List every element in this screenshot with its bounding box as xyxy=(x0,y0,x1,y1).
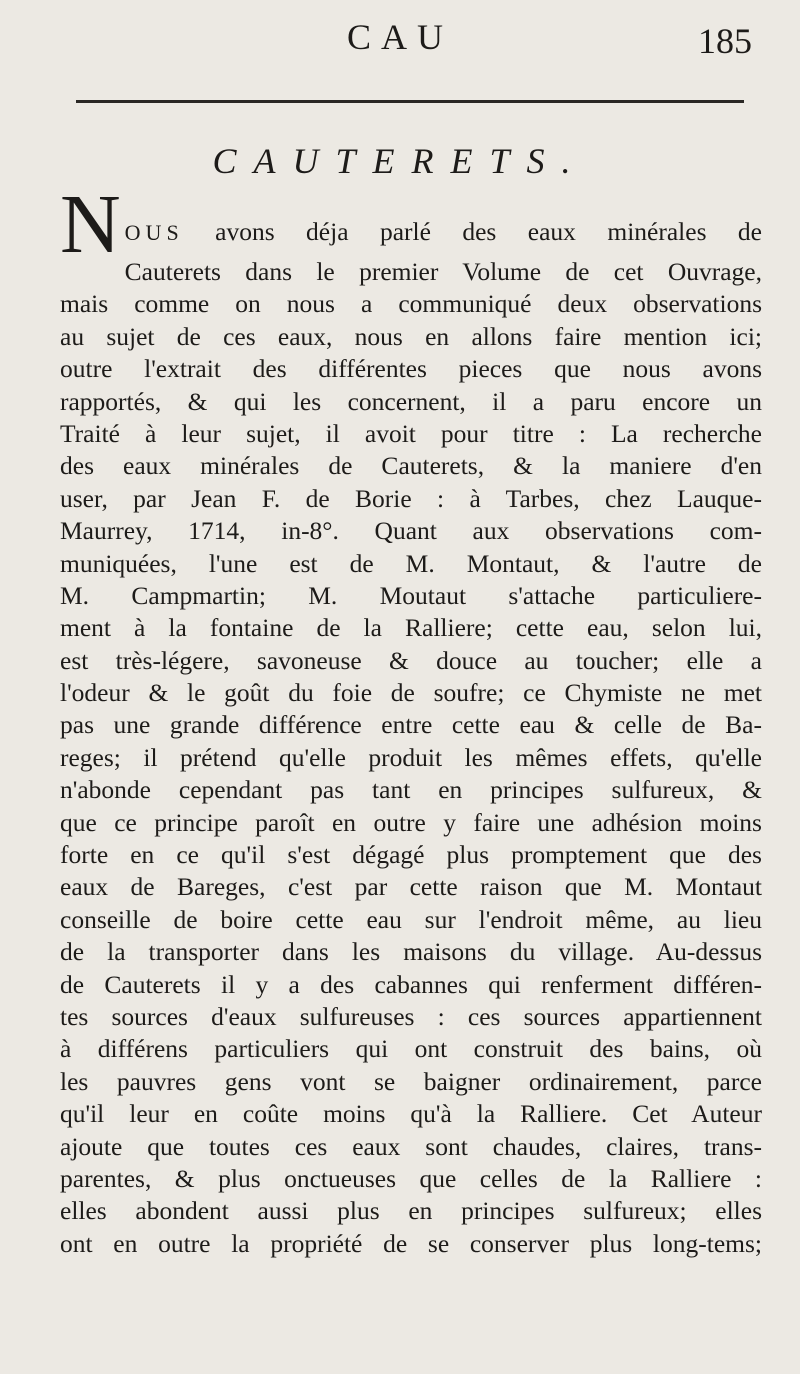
body-text xyxy=(60,178,762,1260)
text-line: Cauterets dans le premier Volume de cet Ouvrage, xyxy=(124,257,762,286)
running-head xyxy=(0,14,800,62)
text-line: est très-légere, savoneuse & douce au toucher; elle a xyxy=(60,645,762,675)
text-line: Maurrey, 1714, in-8°. Quant aux observations com- xyxy=(60,516,762,546)
text-line: au sujet de ces eaux, nous en allons faire mention ici; xyxy=(60,321,762,351)
text-line: de Cauterets il y a des cabannes qui renferment différen- xyxy=(60,969,762,999)
header-rule xyxy=(76,100,744,103)
text-line: reges; il prétend qu'elle produit les mêmes effets, qu'elle xyxy=(60,742,762,772)
opening-smallcaps: OUS xyxy=(124,220,184,245)
text-line: muniquées, l'une est de M. Montaut, & l'autre de xyxy=(60,548,762,578)
text-line: M. Campmartin; M. Moutaut s'attache particuliere- xyxy=(60,580,762,610)
text-line: eaux de Bareges, c'est par cette raison que M. Montaut xyxy=(60,872,762,902)
text-line: Traité à leur sujet, il avoit pour titre : La recherche xyxy=(60,418,762,448)
text-line: forte en ce qu'il s'est dégagé plus promptement que des xyxy=(60,840,762,870)
text-line: user, par Jean F. de Borie : à Tarbes, chez Lauque- xyxy=(60,483,762,513)
text-line xyxy=(60,178,762,271)
text-line: ajoute que toutes ces eaux sont chaudes, claires, trans- xyxy=(60,1131,762,1161)
text-line: qu'il leur en coûte moins qu'à la Ralliere. Cet Auteur xyxy=(60,1099,762,1129)
text-line: ment à la fontaine de la Ralliere; cette eau, selon lui, xyxy=(60,613,762,643)
text-line: ont en outre la propriété de se conserver plus long-tems; xyxy=(60,1228,762,1258)
text-line: que ce principe paroît en outre y faire une adhésion moins xyxy=(60,807,762,837)
drop-cap: N xyxy=(60,178,121,271)
text-line: outre l'extrait des différentes pieces que nous avons xyxy=(60,354,762,384)
text-line: des eaux minérales de Cauterets, & la maniere d'en xyxy=(60,451,762,481)
running-head-word: CAU xyxy=(346,17,453,57)
text-line: elles abondent aussi plus en principes sulfureux; elles xyxy=(60,1196,762,1226)
text-line: rapportés, & qui les concernent, il a paru encore un xyxy=(60,386,762,416)
text-line: n'abonde cependant pas tant en principes sulfureux, & xyxy=(60,775,762,805)
section-title: CAUTERETS. xyxy=(212,141,588,181)
text-line: parentes, & plus onctueuses que celles de la Ralliere : xyxy=(60,1163,762,1193)
text-line-content: avons déja parlé des eaux minérales de xyxy=(183,217,762,246)
text-line: de la transporter dans les maisons du village. Au-dessus xyxy=(60,937,762,967)
page-number: 185 xyxy=(698,21,752,61)
text-line: les pauvres gens vont se baigner ordinairement, parce xyxy=(60,1066,762,1096)
text-line: l'odeur & le goût du foie de soufre; ce Chymiste ne met xyxy=(60,678,762,708)
text-line: pas une grande différence entre cette eau & celle de Ba- xyxy=(60,710,762,740)
text-line: tes sources d'eaux sulfureuses : ces sources appartiennent xyxy=(60,1001,762,1031)
text-line: mais comme on nous a communiqué deux observations xyxy=(60,289,762,319)
text-line: conseille de boire cette eau sur l'endroit même, au lieu xyxy=(60,904,762,934)
text-line: à différens particuliers qui ont construit des bains, où xyxy=(60,1034,762,1064)
